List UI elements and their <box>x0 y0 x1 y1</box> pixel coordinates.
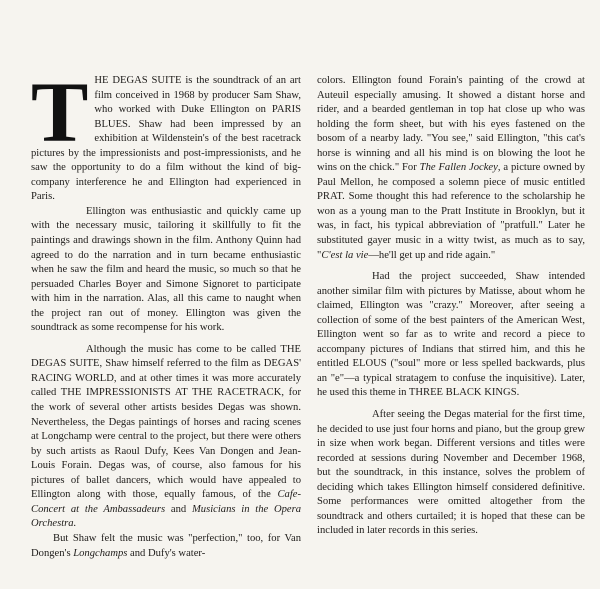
paragraph-perfection <box>31 532 301 561</box>
paragraph-matisse: Had the project succeeded, Shaw intended another similar film with pictures by Matisse, about whom he claimed, Ellington was "crazy." Moreover, after seeing a collection of some of the best painters of the American West, Ellington went so far as to write and record a piece to accompany pictures of Indians that stirred him, and this he entitled ELOUS ("soul" more or less spelled backwards, plus an "e"—a typical stratagem to confuse the inquisitive). Later, he used this theme in THREE BLACK KINGS. <box>317 271 585 399</box>
paragraph-text: But Shaw felt the music was "perfection," too, for Van Dongen's <box>31 532 301 559</box>
drop-cap: T <box>31 64 89 160</box>
paragraph-text: and Dufy's water- <box>127 547 206 559</box>
paragraph-text: —he'll get up and ride again." <box>368 249 496 261</box>
italic-title: Cafe-Concert at the Ambassadeurs <box>31 489 301 515</box>
paragraph-text: , a picture owned by Paul Mellon, he composed a solemn piece of music entitled PRAT. Some thought this had reference to the scholarship he won as a young man to the Pratt Institute in Brooklyn, but it was, in fact, his typical abbreviation of "pratfull." Later he substituted gayer music in a witty twist, as much as to say, " <box>317 162 586 261</box>
paragraph-text: Although the music has come to be called THE DEGAS SUITE, Shaw himself referred to the film as DEGAS' RACING WORLD, and at other times it was more accurately called THE IMPRESSIONISTS AT THE RACETRACK, for the work of several other artists besides Degas was shown. Nevertheless, the Degas paintings of horses and racing scenes at Longchamp were central to the project, but there were others by such artists as Raoul Dufy, Kees Van Dongen and Jean-Louis Forain. Degas was, of course, also famous for his pictures of ballet dancers, which would have appealed to Ellington along with those, equally famous, of the <box>31 343 301 501</box>
italic-title: The Fallen Jockey <box>419 162 498 174</box>
paragraph-text: and <box>165 503 192 515</box>
paragraph-forain <box>317 74 585 263</box>
right-column <box>317 74 585 539</box>
paragraph-music-title <box>31 343 301 532</box>
italic-title: Longchamps <box>73 547 128 559</box>
paragraph-ellington-enthusiastic: Ellington was enthusiastic and quickly came up with the necessary music, tailoring it skillfully to fit the paintings and drawings shown in the film. Anthony Quinn had agreed to do the narration and in turn became enthusiastic when he saw the film and heard the music, so much so that he persuaded Charles Boyer and Simone Signoret to participate with him in the narration. Alas, all this came to naught when the project ran out of money. Ellington was given the soundtrack as some recompense for his work. <box>31 205 301 334</box>
paragraph-intro <box>31 64 301 205</box>
left-column <box>31 64 302 561</box>
paragraph-text: colors. Ellington found Forain's painting of the crowd at Auteuil especially amusing. It showed a distant horse and rider, and a bearded gentleman in top hat close up who was holding the form sheet, but with his eyes fastened on the bosom of a nearby lady. "You see," said Ellington, "this cat's horse is winning and all his mind is on blowing the loot he wins on the chick." For <box>317 75 585 174</box>
paragraph-recording-sessions: After seeing the Degas material for the first time, he decided to use just four horns and piano, but the group grew in size when work began. Different versions and titles were recorded at sessions during November and December 1968, but the soundtrack, in this instance, solves the problem of deciding which takes Ellington himself considered definitive. Some performances were omitted altogether from the soundtrack and others curtailed; it is hoped that these can be included in later records in this series. <box>317 409 585 537</box>
italic-phrase: C'est la vie <box>321 249 369 261</box>
italic-title: Musicians in the Opera Orchestra. <box>31 503 302 530</box>
paragraph-text: HE DEGAS SUITE is the soundtrack of an art film conceived in 1968 by producer Sam Shaw, who worked with Duke Ellington on PARIS BLUES. Shaw had been impressed by an exhibition at Wildenstein's of the best racetrack pictures by the impressionists and post-impressionists, and he saw the opportunity to do a film without the kind of big-company interference he and Ellington had experienced in Paris. <box>31 75 301 203</box>
